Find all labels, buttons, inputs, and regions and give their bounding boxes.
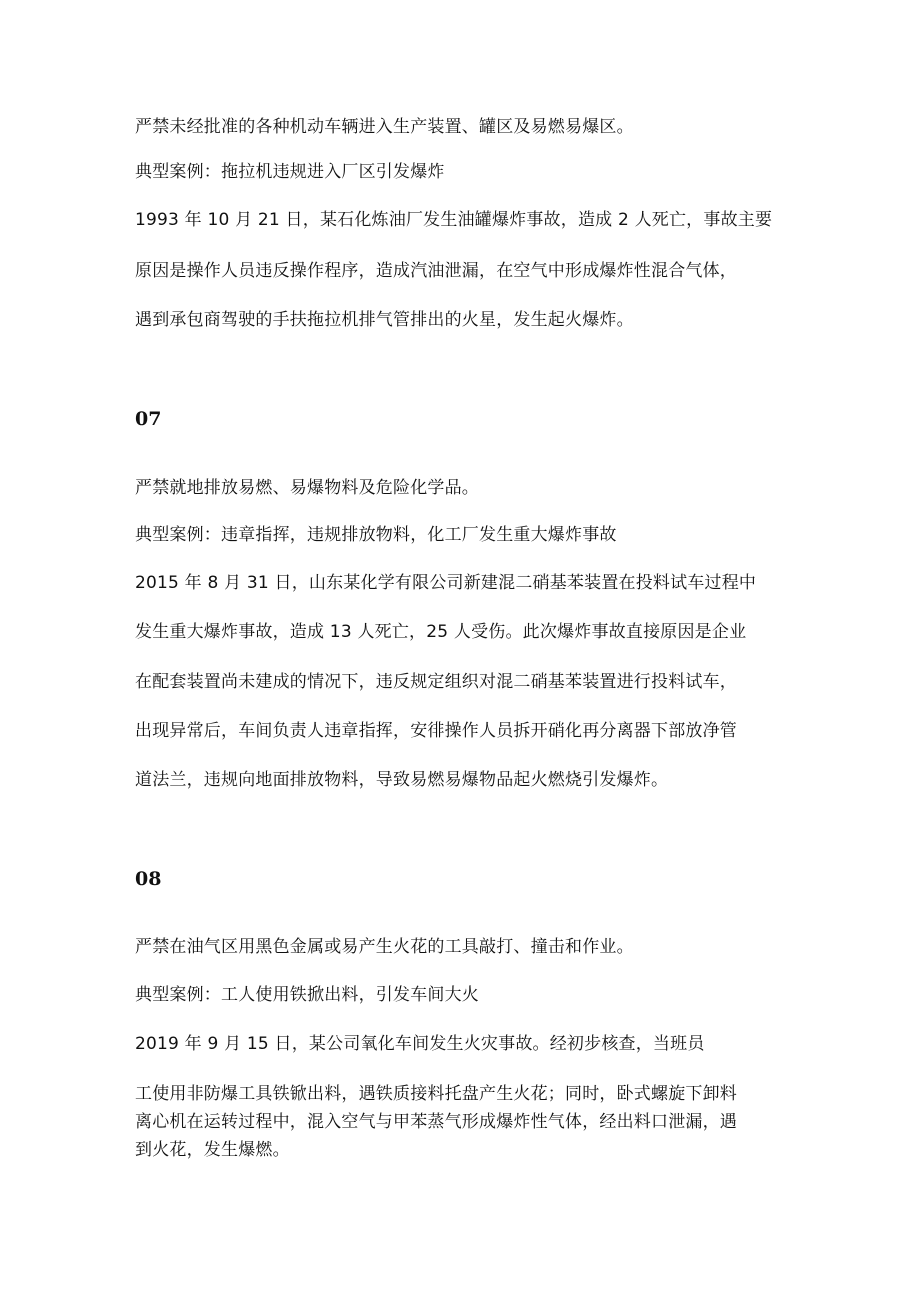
rule-07-text: 严禁就地排放易燃、易爆物料及危险化学品。	[135, 478, 479, 498]
case-07-title: 典型案例：违章指挥，违规排放物料，化工厂发生重大爆炸事故	[135, 525, 617, 545]
rule-08-text: 严禁在油气区用黑色金属或易产生火花的工具敲打、撞击和作业。	[135, 937, 634, 957]
section-07-number: 07	[135, 408, 162, 430]
rule-06-text: 严禁未经批准的各种机动车辆进入生产装置、罐区及易燃易爆区。	[135, 117, 634, 137]
case-06-title: 典型案例：拖拉机违规进入厂区引发爆炸	[135, 162, 445, 182]
section-08-number: 08	[135, 868, 162, 890]
case-08-line: 工使用非防爆工具铁锨出料，遇铁质接料托盘产生火花；同时，卧式螺旋下卸料	[135, 1084, 737, 1104]
case-06-line: 遇到承包商驾驶的手扶拖拉机排气管排出的火星，发生起火爆炸。	[135, 310, 634, 330]
case-07-line: 发生重大爆炸事故，造成 13 人死亡，25 人受伤。此次爆炸事故直接原因是企业	[135, 622, 747, 642]
case-06-line: 1993 年 10 月 21 日，某石化炼油厂发生油罐爆炸事故，造成 2 人死亡，事故主要	[135, 210, 773, 230]
case-08-line: 2019 年 9 月 15 日，某公司氧化车间发生火灾事故。经初步核查，当班员	[135, 1034, 705, 1054]
case-07-line: 在配套装置尚未建成的情况下，违反规定组织对混二硝基苯装置进行投料试车，	[135, 672, 737, 692]
case-07-line: 出现异常后，车间负责人违章指挥，安徘操作人员拆开硝化再分离器下部放净管	[135, 721, 737, 741]
case-06-line: 原因是操作人员违反操作程序，造成汽油泄漏，在空气中形成爆炸性混合气体，	[135, 261, 737, 281]
case-08-line: 离心机在运转过程中，混入空气与甲苯蒸气形成爆炸性气体，经出料口泄漏，遇	[135, 1112, 737, 1132]
case-07-line: 2015 年 8 月 31 日，山东某化学有限公司新建混二硝基苯装置在投料试车过程中	[135, 573, 757, 593]
case-07-line: 道法兰，违规向地面排放物料，导致易燃易爆物品起火燃烧引发爆炸。	[135, 770, 669, 790]
case-08-title: 典型案例：工人使用铁掀出料，引发车间大火	[135, 985, 479, 1005]
case-08-line: 到火花，发生爆燃。	[135, 1140, 290, 1160]
